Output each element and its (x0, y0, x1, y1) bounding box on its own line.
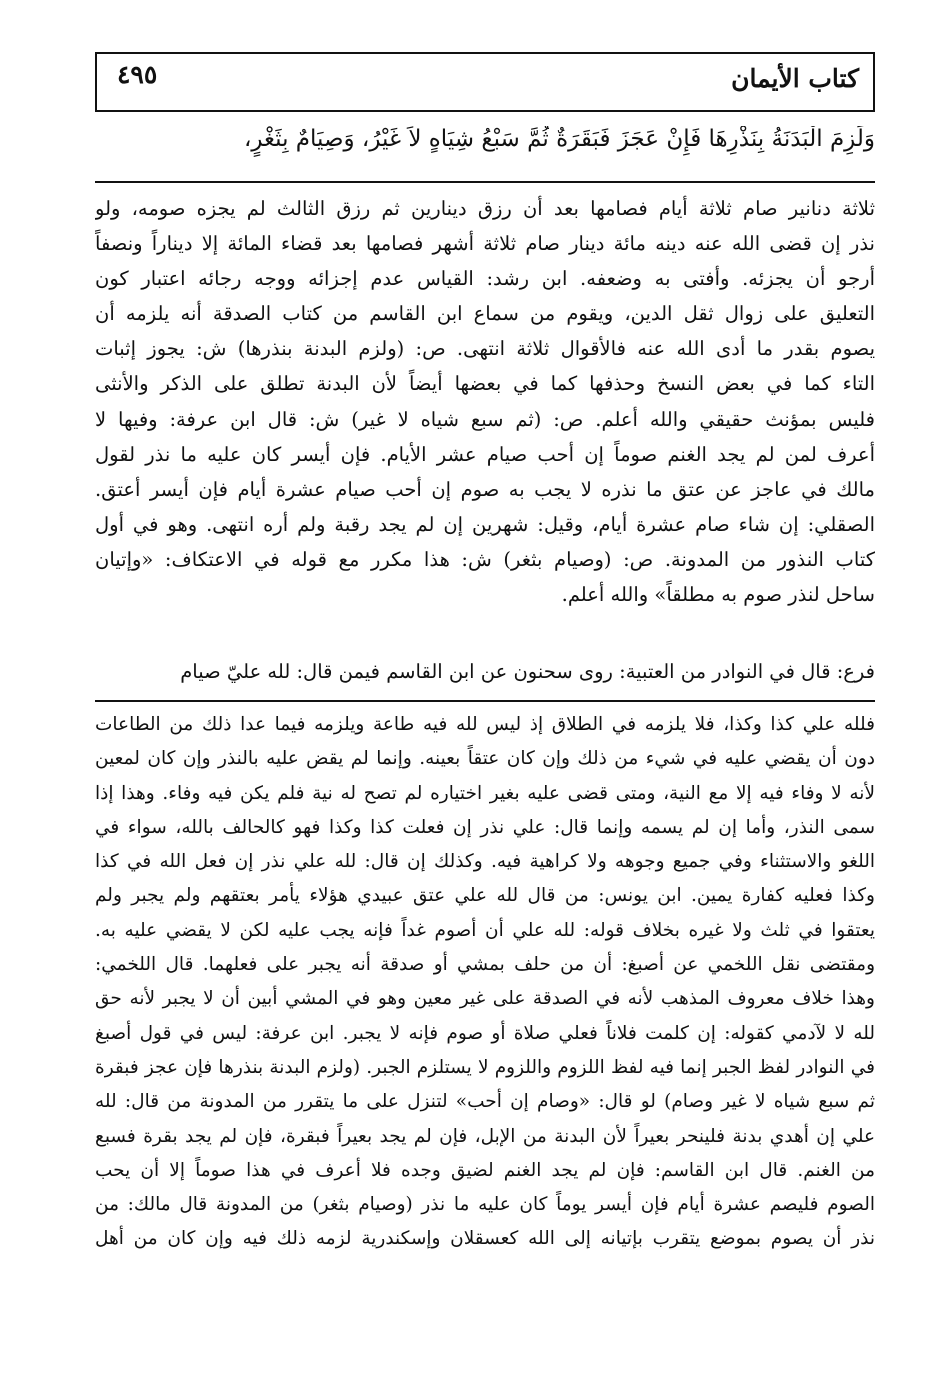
chapter-title: كتاب الأيمان (731, 64, 859, 93)
commentary-line: يعتقوا في ثلث ولا غيره بخلاف قوله: لله علي أن أصوم غداً فإنه يجب عليه لكن لا يقضي عليه به. (95, 919, 875, 941)
middle-divider (95, 700, 875, 702)
commentary-line: نذر أن يصوم بموضع يتقرب بإتيانه إلى الله كعسقلان وإسكندرية لزمه ذلك فيه وإن كان من أهل (95, 1228, 875, 1250)
page-number: ٤٩٥ (117, 60, 158, 89)
commentary-line: مالك في عاجز عن عتق ما نذره لا يجب به صوم إن أحب صيام عشرة أيام فإن أيسر أعتق. (95, 477, 875, 501)
commentary-line: ثم سبع شياه لا غير وصام) لو قال: «وصام إن أحب» لتنزل على ما يتقرر من المدونة من قال: لله (95, 1091, 875, 1113)
commentary-line: لأنه لا وفاء فيه إلا مع النية، ومتى قضى عليه بغير اختياره لم تصح له نية فلم يكن فيه وفاء. وهذا إذا (95, 782, 875, 804)
commentary-line: سمى النذر، وأما إن لم يسمه وإنما قال: علي نذر إن فعلت كذا وكذا فهو كالحالف بالله، سواء في (95, 816, 875, 838)
commentary-line: يصوم بقدر ما أدى الله عنه فالأقوال ثلاثة انتهى. ص: (ولزم البدنة بنذرها) ش: يجوز إثبات (95, 337, 875, 361)
commentary-line: اللغو والاستثناء وفي جميع وجوهه ولا كراهية فيه. وكذلك إن قال: لله علي نذر إن فعل الله في كذا (95, 851, 875, 873)
commentary-line: فليس بمؤنث حقيقي والله أعلم. ص: (ثم سبع شياه لا غير) ش: قال ابن عرفة: وفيها لا (95, 407, 875, 431)
commentary-line: نذر إن قضى الله عنه دينه مائة دينار صام ثلاثة أشهر فصامها بعد قضاء المائة إلا ديناراً ونصفاً (95, 232, 875, 256)
commentary-line: علي إن أهدي بدنة فلينحر بعيراً لأن البدنة من الإبل، فإن لم يجد بعيراً فبقرة، فإن لم يجد بقرة فسبع (95, 1125, 875, 1147)
commentary-line: الصوم فليصم عشرة أيام فإن أيسر يوماً كان عليه ما نذر (وصيام بثغر) من المدونة قال مالك: من (95, 1194, 875, 1216)
commentary-line: الصقلي: إن شاء صام عشرة أيام، وقيل: شهرين إن لم يجد رقبة ولم أره انتهى. وهو في أول (95, 512, 875, 536)
note-paragraph (95, 654, 875, 689)
matn-verse: وَلَزِمَ الْبَدَنَةُ بِنَذْرِهَا فَإِنْ عَجَزَ فَبَقَرَةٌ ثُمَّ سَبْعُ شِيَاهٍ لاَ غَيْرُ، وَصِيَامٌ بِثَغْرٍ، (243, 126, 875, 152)
commentary-line: أرجو أن يجزئه. وأفتى به وضعفه. ابن رشد: القياس عدم إجزائه ووجه رجائه اعتبار كون (95, 267, 875, 291)
page-header (95, 52, 875, 112)
commentary-line: وكذا فعليه كفارة يمين. ابن يونس: من قال لله علي عتق عبيدي هؤلاء يأمر بعتقهم ولم يجبر ولم (95, 885, 875, 907)
top-divider (95, 181, 875, 183)
commentary-line: ساحل لنذر صوم به مطلقاً» والله أعلم. (561, 583, 875, 607)
commentary-line: ومقتضى نقل اللخمي عن أصبغ: أن من حلف بمشي أو صدقة أنه يجبر على فعلهما. قال اللخمي: (95, 954, 875, 976)
commentary-line: وهذا خلاف معروف المذهب لأنه في الصدقة على غير معين وهو في المشي أبين أن لا يجبر لأنه حق (95, 988, 875, 1010)
commentary-line: لله لا لآدمي كقوله: إن كلمت فلاناً فعلي صلاة أو صوم فإنه لا يجبر. ابن عرفة: ليس في قول أصبغ (95, 1022, 875, 1044)
commentary-line: التاء كما في بعض النسخ وحذفها كما في بعضها أيضاً لأن البدنة تطلق على الذكر والأنثى (95, 372, 875, 396)
commentary-line: أعرف لمن لم يجد الغنم صوماً إن أحب صيام عشر الأيام. فإن أيسر كان عليه ما نذر لقول (95, 442, 875, 466)
note-line: فرع: قال في النوادر من العتبية: روى سحنون عن ابن القاسم فيمن قال: لله عليّ صيام (180, 660, 875, 683)
commentary-line: دون أن يقضي عليه في شيء من ذلك وإن كان عتقاً بعينه. وإنما لم يقض عليه بالنذر وإن كان لمعين (95, 748, 875, 770)
commentary-bottom (95, 708, 875, 1257)
commentary-line: كتاب النذور من المدونة. ص: (وصيام بثغر) ش: هذا مكرر مع قوله في الاعتكاف: «وإتيان (95, 547, 875, 571)
commentary-line: التعليق على زوال ثقل الدين، ويقوم من سماع ابن القاسم من كتاب الصدقة أنه يلزمه أن (95, 302, 875, 326)
commentary-top (95, 191, 875, 612)
commentary-line: فلله علي كذا وكذا، فلا يلزمه في الطلاق إذ ليس لله فيه طاعة ويلزمه فيما عدا ذلك من الطاعات (95, 714, 875, 735)
commentary-line: في النوادر لفظ الجبر إنما فيه لفظ اللزوم واللزوم لا يستلزم الجبر. (ولزم البدنة بنذرها فإن عجز فبقرة (95, 1056, 875, 1078)
commentary-line: من الغنم. قال ابن القاسم: فإن لم يجد الغنم لضيق وجده فلا أعرف في هذا صوماً إلا أن يحب (95, 1159, 875, 1181)
commentary-line: ثلاثة دنانير صام ثلاثة أيام فصامها بعد أن رزق دينارين ثم رزق الثالث لم يجزه صومه، ولو (95, 197, 875, 220)
